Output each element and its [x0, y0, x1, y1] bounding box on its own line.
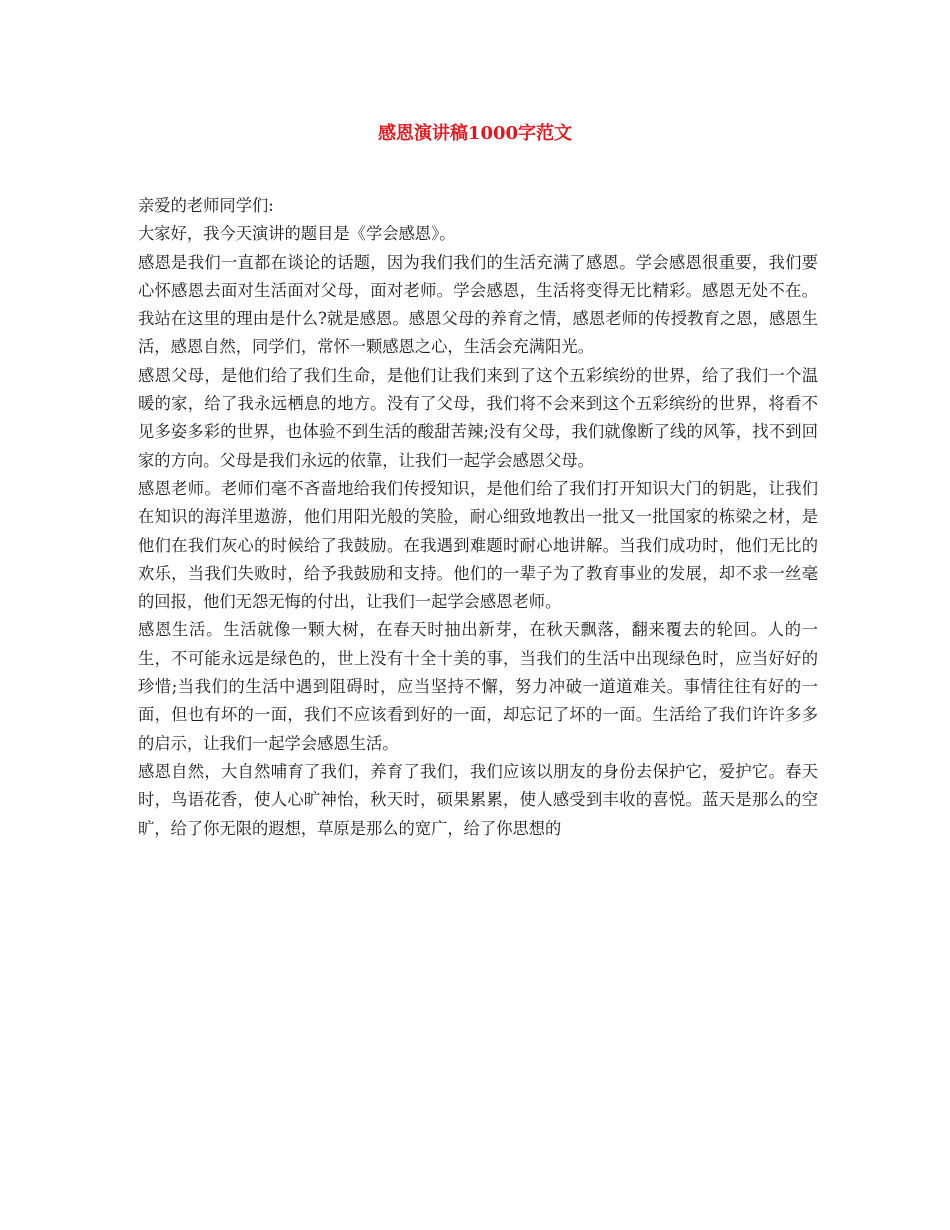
document-title: 感恩演讲稿1000字范文 [377, 123, 573, 144]
life-paragraph: 感恩生活。生活就像一颗大树，在春天时抽出新芽，在秋天飘落，翻来覆去的轮回。人的一生，不可能永远是绿色的，世上没有十全十美的事，当我们的生活中出现绿色时，应当好好的珍惜;当我们的生活中遇到阻碍时，应当坚持不懈，努力冲破一道道难关。事情往往有好的一面，但也有坏的一面，我们不应该看到好的一面，却忘记了坏的一面。生活给了我们许许多多的启示，让我们一起学会感恩生活。 [138, 620, 818, 753]
intro-paragraph: 感恩是我们一直都在谈论的话题，因为我们我们的生活充满了感恩。学会感恩很重要，我们要心怀感恩去面对生活面对父母，面对老师。学会感恩，生活将变得无比精彩。感恩无处不在。我站在这里的理由是什么?就是感恩。感恩父母的养育之情，感恩老师的传授教育之恩，感恩生活，感恩自然，同学们，常怀一颗感恩之心，生活会充满阳光。 [138, 252, 818, 357]
nature-paragraph: 感恩自然，大自然哺育了我们，养育了我们，我们应该以朋友的身份去保护它，爱护它。春天时，鸟语花香，使人心旷神怡，秋天时，硕果累累，使人感受到丰收的喜悦。蓝天是那么的空旷，给了你无限的遐想，草原是那么的宽广，给了你思想的 [138, 761, 818, 838]
teachers-paragraph: 感恩老师。老师们毫不吝啬地给我们传授知识，是他们给了我们打开知识大门的钥匙，让我们在知识的海洋里遨游，他们用阳光般的笑脸，耐心细致地教出一批又一批国家的栋梁之材，是他们在我们灰心的时候给了我鼓励。在我遇到难题时耐心地讲解。当我们成功时，他们无比的欢乐，当我们失败时，给予我鼓励和支持。他们的一辈子为了教育事业的发展，却不求一丝毫的回报，他们无怨无悔的付出，让我们一起学会感恩老师。 [138, 478, 818, 612]
salutation: 亲爱的老师同学们: [138, 196, 274, 215]
document-body [138, 192, 818, 843]
greeting-paragraph: 大家好，我今天演讲的题目是《学会感恩》。 [138, 224, 456, 244]
parents-paragraph: 感恩父母，是他们给了我们生命，是他们让我们来到了这个五彩缤纷的世界，给了我们一个温暖的家，给了我永远栖息的地方。没有了父母，我们将不会来到这个五彩缤纷的世界，将看不见多姿多彩的世界，也体验不到生活的酸甜苦辣;没有父母，我们就像断了线的风筝，找不到回家的方向。父母是我们永远的依靠，让我们一起学会感恩父母。 [138, 365, 818, 470]
